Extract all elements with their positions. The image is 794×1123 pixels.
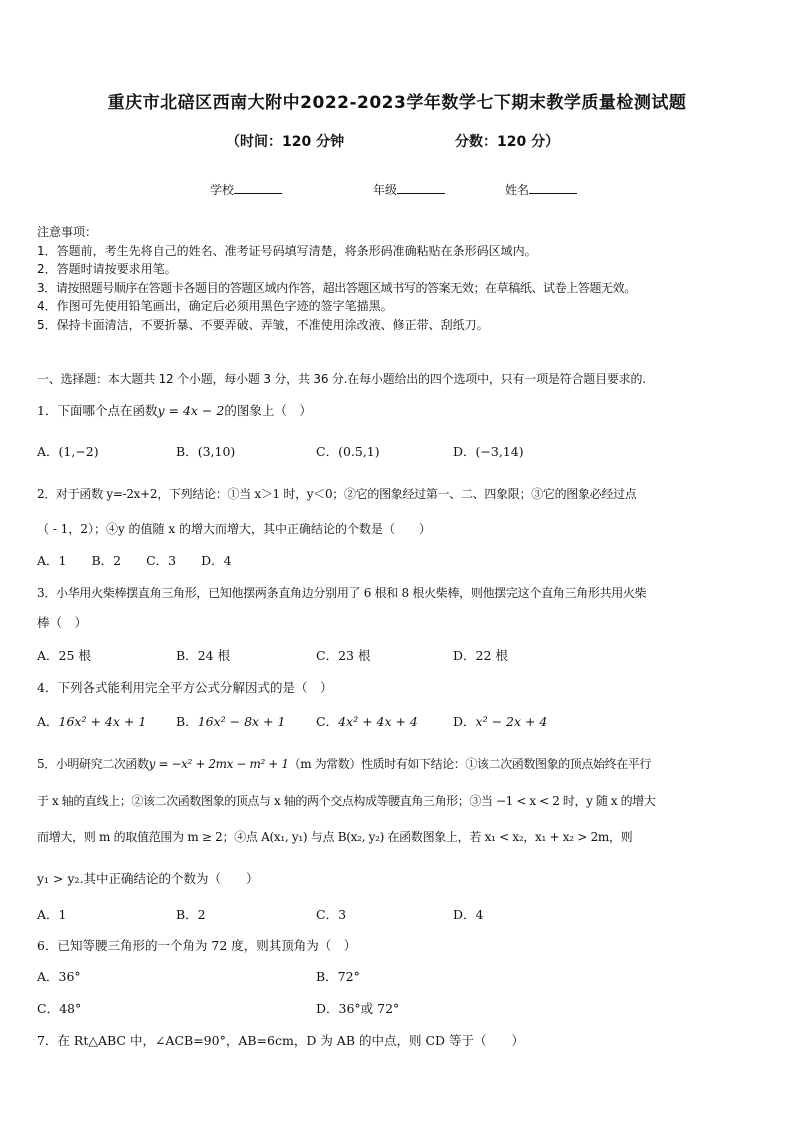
note-item: 5．保持卡面清洁，不要折暴、不要弄破、弄皱，不准使用涂改液、修正带、刮纸刀。 bbox=[37, 317, 489, 332]
name-blank bbox=[529, 181, 577, 194]
q3-option-b: B．24 根 bbox=[176, 648, 231, 663]
q1-b-label: B． bbox=[176, 444, 198, 459]
q4-a-label: A． bbox=[37, 714, 59, 729]
q3-option-c: C．23 根 bbox=[316, 648, 371, 663]
time-info: （时间：120 分钟 bbox=[226, 134, 345, 150]
question-2-line-1: 2．对于函数 y=-2x+2，下列结论：①当 x＞1 时，y＜0；②它的图象经过第一、二、四象限；③它的图象必经过点 bbox=[37, 487, 637, 501]
note-item: 1．答题前，考生先将自己的姓名、准考证号码填写清楚，将条形码准确粘贴在条形码区域内。 bbox=[37, 243, 537, 258]
q5-option-b: B．2 bbox=[176, 907, 206, 922]
q1-option-b bbox=[176, 442, 235, 460]
q1-c-value: (0.5,1) bbox=[338, 444, 380, 459]
notes-heading: 注意事项： bbox=[37, 225, 98, 239]
q4-option-a bbox=[37, 712, 146, 730]
q6-option-b: B．72° bbox=[316, 969, 360, 984]
q1-option-c bbox=[316, 442, 380, 460]
question-2-line-2: （ - 1，2）；④y 的值随 x 的增大而增大，其中正确结论的个数是（ ） bbox=[37, 522, 431, 536]
q1-d-value: (−3,14) bbox=[475, 444, 524, 459]
q1-option-d bbox=[453, 442, 524, 460]
q5-text-a: 5．小明研究二次函数 bbox=[37, 757, 149, 771]
q4-option-c bbox=[316, 712, 418, 730]
q1-a-value: (1,−2) bbox=[58, 444, 99, 459]
question-3-line-2: 棒（ ） bbox=[37, 615, 88, 630]
section-heading: 一、选择题：本大题共 12 个小题，每小题 3 分，共 36 分.在每小题给出的四个选项中，只有一项是符合题目要求的. bbox=[37, 372, 646, 386]
q1-option-a bbox=[37, 442, 99, 460]
q1-c-label: C． bbox=[316, 444, 339, 459]
q4-d-label: D． bbox=[453, 714, 476, 729]
question-7-stem: 7．在 Rt△ABC 中，∠ACB=90°，AB=6cm，D 为 AB 的中点，则 CD 等于（ ） bbox=[37, 1033, 525, 1048]
question-2-options: A．1 B．2 C．3 D．4 bbox=[37, 553, 232, 568]
note-item: 4．作图可先使用铅笔画出，确定后必须用黑色字迹的签字笔描黑。 bbox=[37, 299, 393, 313]
question-5-line-4: y₁ > y₂.其中正确结论的个数为（ ） bbox=[37, 871, 259, 886]
q4-d-value: x² − 2x + 4 bbox=[475, 714, 548, 729]
note-item: 3．请按照题号顺序在答题卡各题目的答题区域内作答，超出答题区域书写的答案无效；在草稿纸、试卷上答题无效。 bbox=[37, 280, 636, 295]
question-4-stem: 4．下列各式能利用完全平方公式分解因式的是（ ） bbox=[37, 680, 333, 695]
q4-option-b bbox=[176, 712, 285, 730]
q4-c-value: 4x² + 4x + 4 bbox=[338, 714, 418, 729]
q5-option-a: A．1 bbox=[37, 907, 67, 922]
q1-d-label: D． bbox=[453, 444, 476, 459]
page-title: 重庆市北碚区西南大附中2022-2023学年数学七下期末教学质量检测试题 bbox=[107, 93, 687, 113]
q1-text-a: 1．下面哪个点在函数 bbox=[37, 403, 158, 418]
q5-text-b: （m 为常数）性质时有如下结论：①该二次函数图象的顶点始终在平行 bbox=[288, 757, 651, 771]
score-info: 分数：120 分） bbox=[455, 134, 560, 150]
q6-option-d: D．36°或 72° bbox=[316, 1001, 400, 1016]
q5-formula: y = −x² + 2mx − m² + 1 bbox=[148, 757, 289, 771]
question-1-stem bbox=[37, 401, 312, 419]
notes-block bbox=[37, 223, 767, 334]
q1-b-value: (3,10) bbox=[197, 444, 236, 459]
q5-option-d: D．4 bbox=[453, 907, 484, 922]
question-5-line-3: 而增大，则 m 的取值范围为 m ≥ 2；④点 A(x₁, y₁) 与点 B(x₂, y₂) 在函数图象上，若 x₁ < x₂，x₁ + x₂ > 2m，则 bbox=[37, 830, 633, 844]
q4-option-d bbox=[453, 712, 547, 730]
q1-a-label: A． bbox=[37, 444, 59, 459]
grade-field bbox=[373, 181, 445, 198]
question-5-line-2: 于 x 轴的直线上；②该二次函数图象的顶点与 x 轴的两个交点构成等腰直角三角形；③当 −1 < x < 2 时，y 随 x 的增大 bbox=[37, 794, 656, 808]
q4-c-label: C． bbox=[316, 714, 339, 729]
q4-a-value: 16x² + 4x + 1 bbox=[58, 714, 147, 729]
note-item: 2．答题时请按要求用笔。 bbox=[37, 262, 177, 276]
grade-blank bbox=[397, 181, 445, 194]
name-field bbox=[505, 181, 577, 198]
school-label: 学校 bbox=[210, 183, 235, 197]
school-blank bbox=[234, 181, 282, 194]
q4-b-value: 16x² − 8x + 1 bbox=[197, 714, 286, 729]
q3-option-a: A．25 根 bbox=[37, 648, 91, 663]
q6-option-a: A．36° bbox=[37, 969, 81, 984]
q1-formula: y = 4x − 2 bbox=[157, 403, 225, 418]
school-field bbox=[210, 181, 282, 198]
name-label: 姓名 bbox=[505, 183, 530, 197]
question-6-stem: 6．已知等腰三角形的一个角为 72 度，则其顶角为（ ） bbox=[37, 938, 357, 953]
question-3-line-1: 3．小华用火柴棒摆直角三角形，已知他摆两条直角边分别用了 6 根和 8 根火柴棒，则他摆完这个直角三角形共用火柴 bbox=[37, 586, 647, 600]
q1-text-b: 的图象上（ ） bbox=[224, 403, 312, 418]
q5-option-c: C．3 bbox=[316, 907, 347, 922]
grade-label: 年级 bbox=[373, 183, 398, 197]
q3-option-d: D．22 根 bbox=[453, 648, 508, 663]
q6-option-c: C．48° bbox=[37, 1001, 82, 1016]
q4-b-label: B． bbox=[176, 714, 198, 729]
question-5-line-1 bbox=[37, 755, 651, 772]
